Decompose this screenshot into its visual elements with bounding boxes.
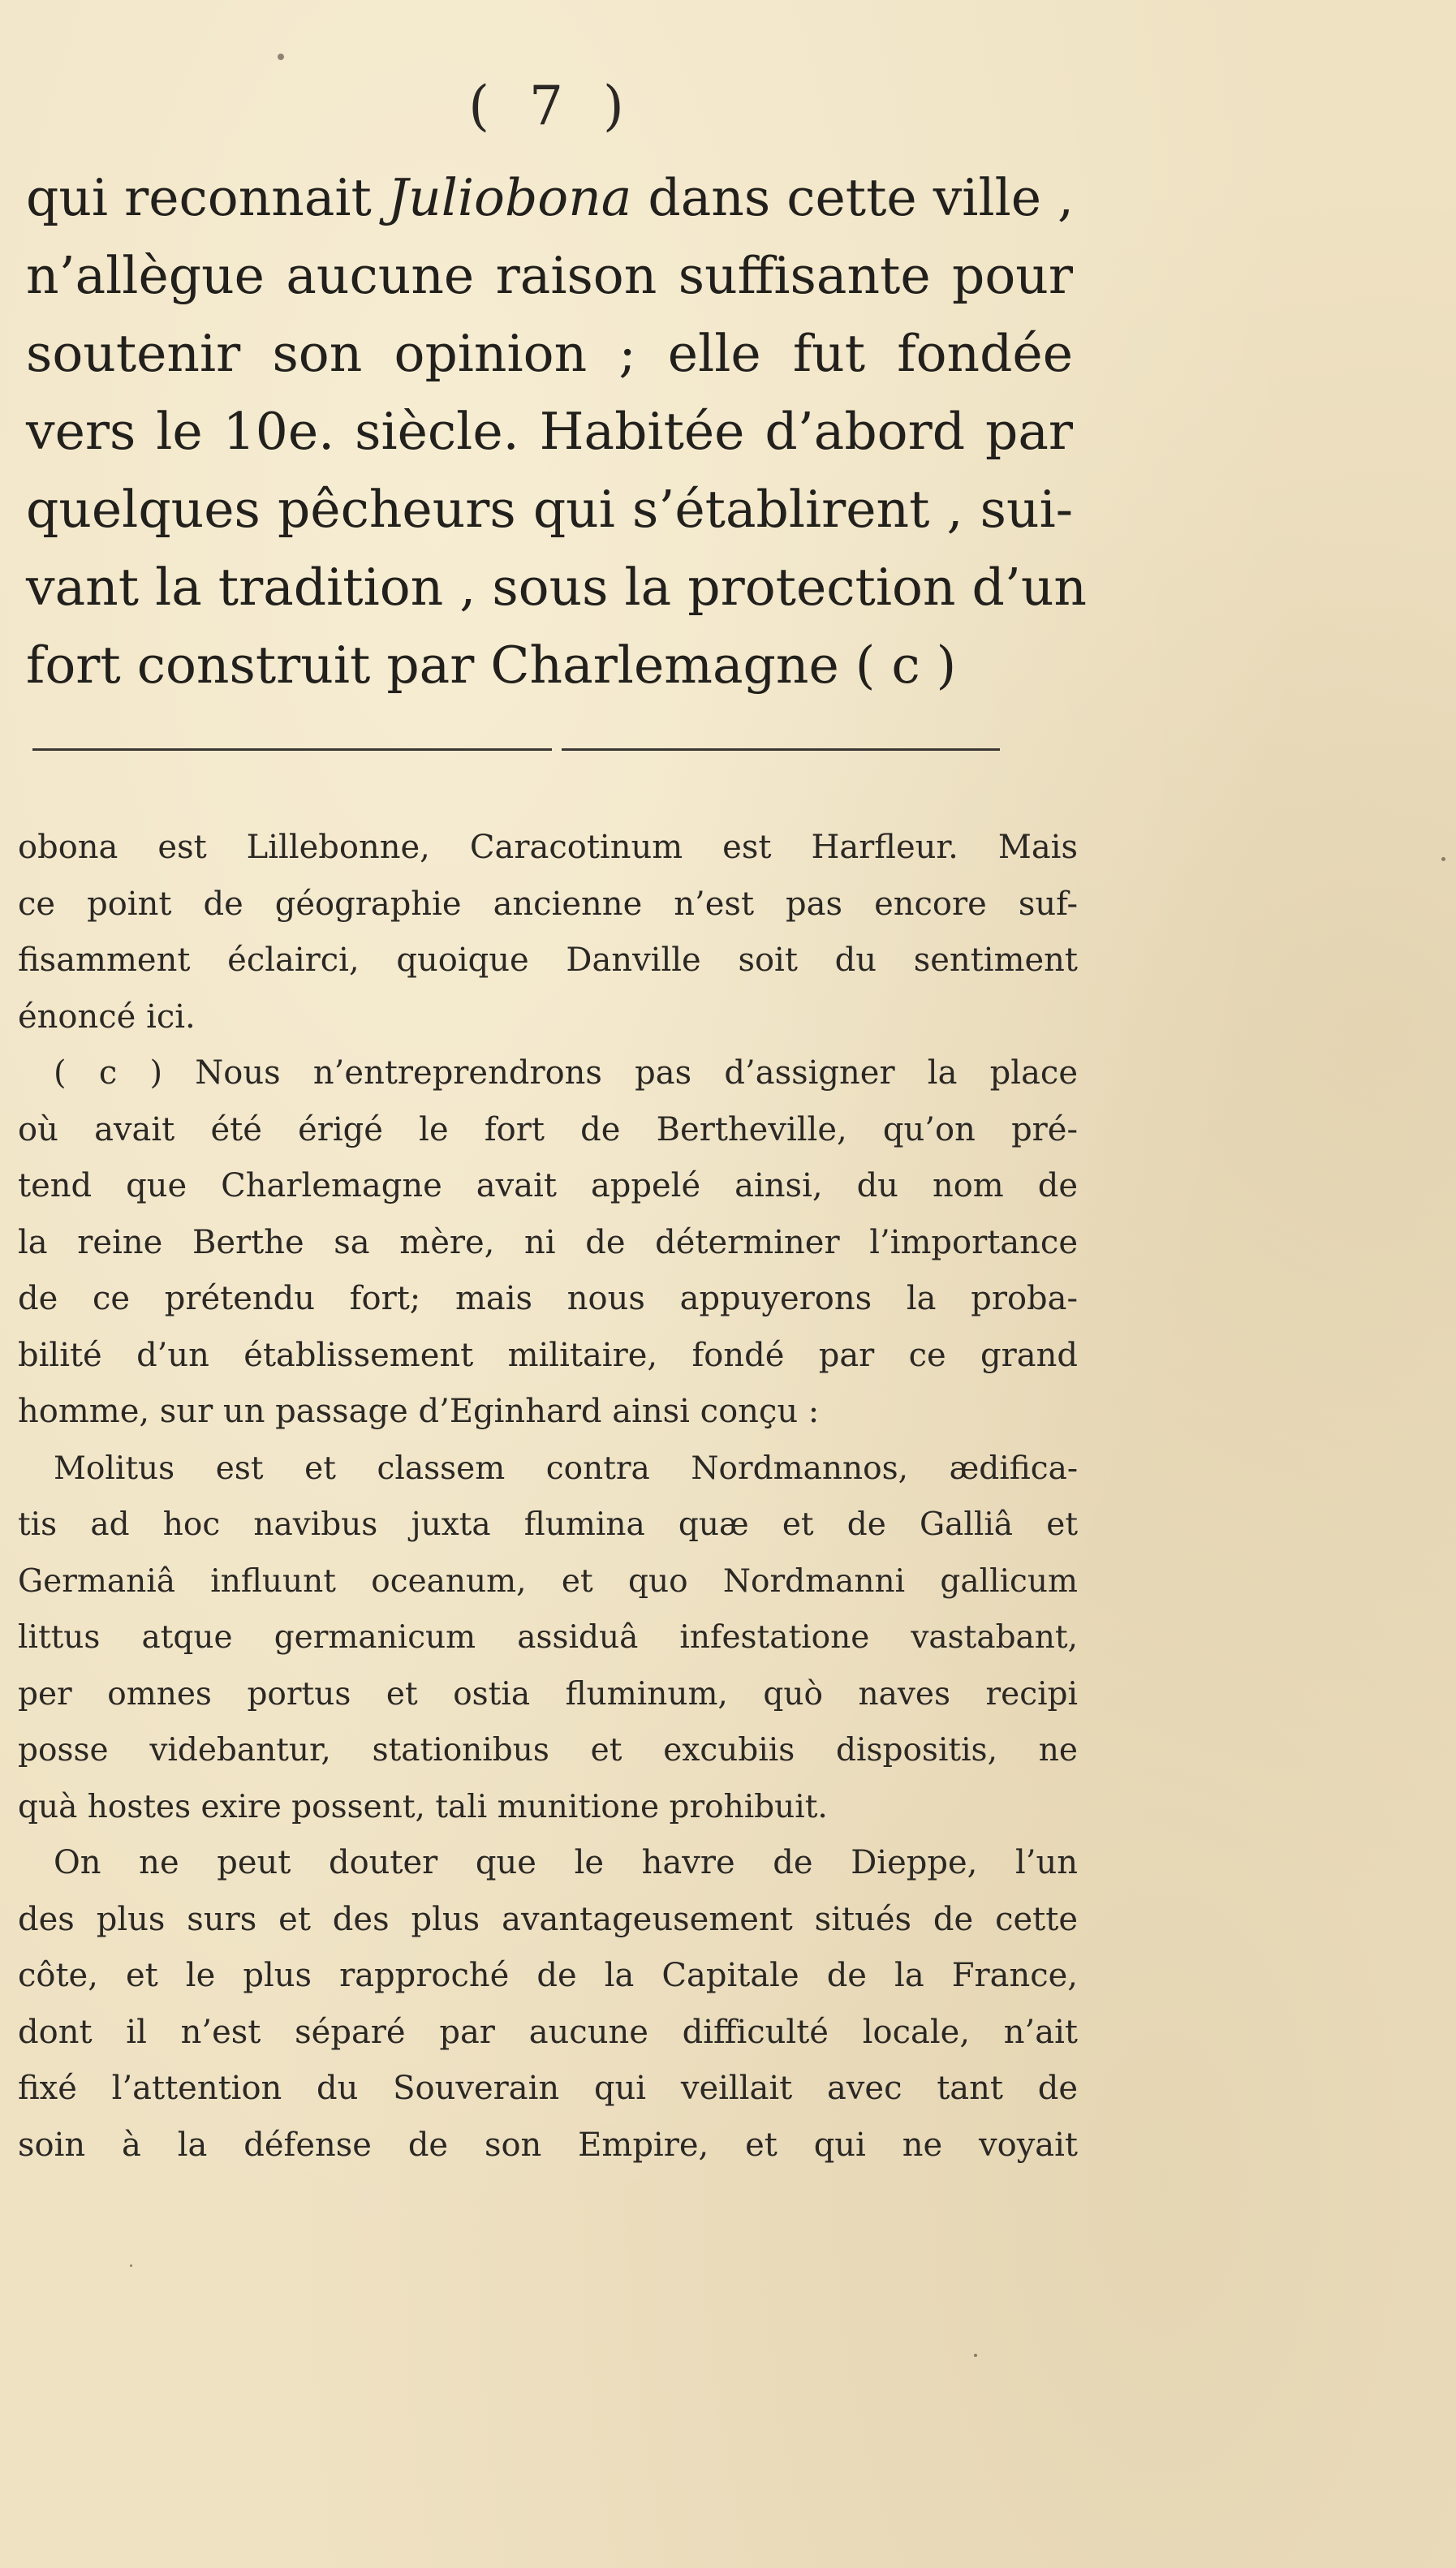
page-number: ( 7 ) (468, 75, 635, 137)
main-text-block (26, 159, 1088, 704)
footnote-line: énoncé ici. (18, 997, 196, 1036)
footnote-line: tend que Charlemagne avait appelé ainsi, du nom de (18, 1167, 1078, 1204)
footnote-line: bilité d’un établissement militaire, fondé par ce grand (18, 1336, 1078, 1374)
paper-speck (974, 2354, 977, 2357)
main-text-line: vant la tradition , sous la protection d’un (26, 558, 1088, 617)
latin-quote-line: littus atque germanicum assiduâ infestatione vastabant, (18, 1619, 1078, 1656)
footnote-line: ( c ) Nous n’entreprendrons pas d’assigner la place (54, 1054, 1078, 1092)
footnote-line: dont il n’est séparé par aucune difficulté locale, n’ait (18, 2013, 1078, 2051)
footnote-line: obona est Lillebonne, Caracotinum est Harfleur. Mais (18, 829, 1078, 866)
footnote-line: ce point de géographie ancienne n’est pas encore suf- (18, 885, 1078, 923)
paper-speck (130, 2264, 132, 2267)
latin-quote-line: quà hostes exire possent, tali munitione prohibuit. (18, 1788, 828, 1825)
footnote-line: fisamment éclairci, quoique Danville soit du sentiment (18, 941, 1078, 979)
main-text-line: quelques pêcheurs qui s’établirent , sui- (26, 480, 1073, 539)
main-text-line: fort construit par Charlemagne ( c ) (26, 636, 957, 695)
latin-quote-line: per omnes portus et ostia fluminum, quò naves recipi (18, 1675, 1078, 1713)
main-text-line: soutenir son opinion ; elle fut fondée (26, 324, 1073, 383)
latin-quote-line: Molitus est et classem contra Nordmannos, ædifica- (54, 1450, 1078, 1487)
paper-speck (1441, 857, 1445, 861)
latin-quote-line: posse videbantur, stationibus et excubiis dispositis, ne (18, 1732, 1078, 1769)
footnote-line: soin à la défense de son Empire, et qui ne voyait (18, 2126, 1078, 2164)
latin-quote-line: Germaniâ influunt oceanum, et quo Nordmanni gallicum (18, 1562, 1078, 1600)
footnote-line: des plus surs et des plus avantageusement situés de cette (18, 1900, 1078, 1938)
footnote-line: côte, et le plus rapproché de la Capitale de la France, (18, 1957, 1078, 1994)
italic-place-name: Juliobona (387, 168, 632, 227)
footnote-line: où avait été érigé le fort de Bertheville, qu’on pré- (18, 1110, 1078, 1148)
footnote-line: la reine Berthe sa mère, ni de déterminer l’importance (18, 1223, 1078, 1261)
latin-quote-line: tis ad hoc navibus juxta flumina quæ et de Galliâ et (18, 1506, 1078, 1543)
footnote-line: On ne peut douter que le havre de Dieppe, l’un (54, 1844, 1078, 1881)
main-text-line: n’allègue aucune raison suffisante pour (26, 246, 1073, 305)
paper-speck (278, 54, 284, 60)
footnote-line: fixé l’attention du Souverain qui veillait avec tant de (18, 2070, 1078, 2107)
footnote-line: homme, sur un passage d’Eginhard ainsi conçu : (18, 1393, 820, 1430)
footnote-line: de ce prétendu fort; mais nous appuyerons la proba- (18, 1280, 1078, 1317)
footnote-divider (32, 748, 552, 751)
footnote-divider (562, 748, 1000, 751)
footnotes-block (18, 820, 1078, 2174)
main-text-line: vers le 10e. siècle. Habitée d’abord par (26, 402, 1073, 461)
main-text-line: qui reconnait Juliobona dans cette ville , (26, 168, 1075, 227)
